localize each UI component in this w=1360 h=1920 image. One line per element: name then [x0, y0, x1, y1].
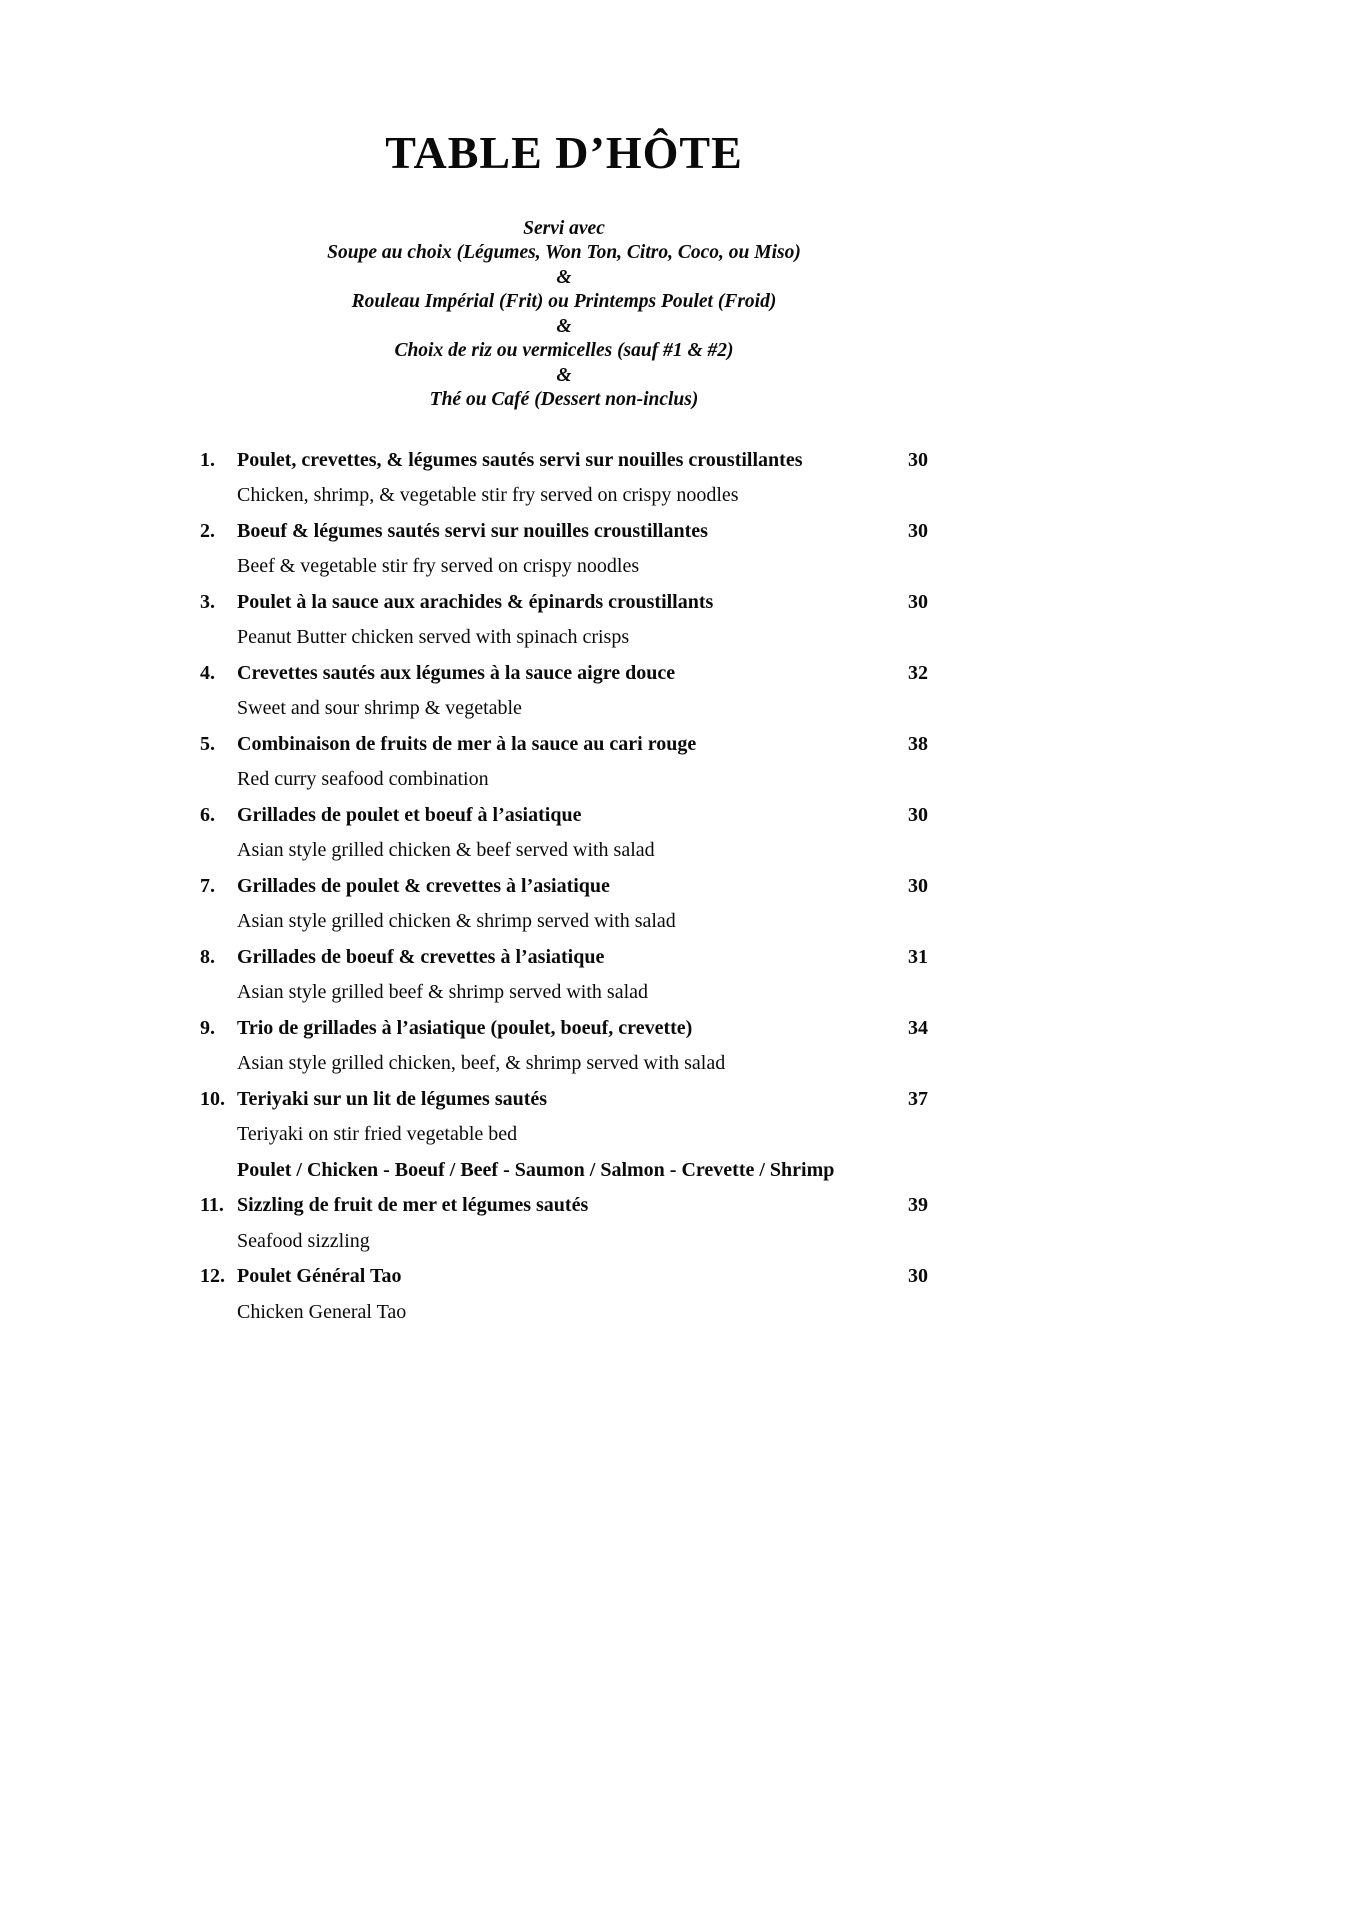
- intro-line: Rouleau Impérial (Frit) ou Printemps Poulet (Froid): [351, 291, 777, 313]
- item-name-en: Asian style grilled beef & shrimp served with salad: [237, 981, 649, 1004]
- item-price: 34: [908, 1016, 928, 1039]
- item-price: 38: [908, 732, 928, 755]
- intro-line: &: [556, 266, 572, 288]
- item-name-fr: Grillades de boeuf & crevettes à l’asiatique: [237, 945, 605, 968]
- item-name-en: Teriyaki on stir fried vegetable bed: [237, 1123, 518, 1146]
- item-name-en: Chicken General Tao: [237, 1300, 407, 1323]
- menu-items: [200, 443, 928, 1331]
- item-name-en: Asian style grilled chicken & beef served with salad: [237, 839, 655, 862]
- item-name-en: Peanut Butter chicken served with spinach crisps: [237, 626, 630, 649]
- item-name-fr: Crevettes sautés aux légumes à la sauce aigre douce: [237, 661, 676, 684]
- menu-item: [200, 869, 928, 940]
- menu-item: [200, 1188, 928, 1259]
- item-name-en: Red curry seafood combination: [237, 768, 489, 791]
- item-number: 6.: [200, 803, 215, 826]
- menu-item-head: [200, 869, 928, 905]
- menu-item: [200, 514, 928, 585]
- item-number: 3.: [200, 590, 215, 613]
- item-price: 39: [908, 1194, 928, 1217]
- item-name-en: Seafood sizzling: [237, 1229, 370, 1252]
- menu-item: [200, 727, 928, 798]
- menu-item-head: [200, 585, 928, 621]
- intro-line: Servi avec: [523, 217, 605, 239]
- item-name-fr: Grillades de poulet & crevettes à l’asiatique: [237, 874, 610, 897]
- item-name-fr: Poulet, crevettes, & légumes sautés servi sur nouilles croustillantes: [237, 448, 803, 471]
- item-number: 7.: [200, 874, 215, 897]
- menu-item: [200, 585, 928, 656]
- item-number: 10.: [200, 1087, 225, 1110]
- item-name-en: Asian style grilled chicken, beef, & shrimp served with salad: [237, 1052, 726, 1075]
- page-title: TABLE D’HÔTE: [385, 127, 743, 178]
- item-number: 4.: [200, 661, 215, 684]
- item-price: 30: [908, 1265, 928, 1288]
- item-number: 5.: [200, 732, 215, 755]
- menu-item-head: [200, 798, 928, 834]
- item-name-fr: Sizzling de fruit de mer et légumes sautés: [237, 1194, 589, 1217]
- item-number: 11.: [200, 1194, 224, 1217]
- item-price: 37: [908, 1087, 928, 1110]
- item-name-en: Beef & vegetable stir fry served on crispy noodles: [237, 555, 640, 578]
- menu-item-head: [200, 940, 928, 976]
- item-name-fr: Trio de grillades à l’asiatique (poulet, boeuf, crevette): [237, 1016, 693, 1039]
- item-price: 30: [908, 874, 928, 897]
- intro-line: &: [556, 315, 572, 337]
- item-name-en: Asian style grilled chicken & shrimp served with salad: [237, 910, 676, 933]
- item-price: 30: [908, 519, 928, 542]
- menu-item-head: [200, 1188, 928, 1224]
- item-price: 30: [908, 448, 928, 471]
- item-name-fr: Poulet à la sauce aux arachides & épinards croustillants: [237, 590, 714, 613]
- intro-block: [200, 217, 928, 413]
- item-protein-options: Poulet / Chicken - Boeuf / Beef - Saumon / Salmon - Crevette / Shrimp: [237, 1158, 835, 1181]
- item-price: 32: [908, 661, 928, 684]
- menu-item: [200, 940, 928, 1011]
- menu-item-head: [200, 727, 928, 763]
- intro-line: Soupe au choix (Légumes, Won Ton, Citro, Coco, ou Miso): [327, 242, 801, 264]
- menu-item: [200, 656, 928, 727]
- menu-item-head: [200, 443, 928, 479]
- menu-item-head: [200, 1259, 928, 1295]
- item-number: 12.: [200, 1265, 225, 1288]
- item-name-fr: Combinaison de fruits de mer à la sauce au cari rouge: [237, 732, 697, 755]
- item-number: 8.: [200, 945, 215, 968]
- item-name-fr: Poulet Général Tao: [237, 1265, 402, 1288]
- menu-item-head: [200, 1082, 928, 1118]
- menu-item: [200, 1011, 928, 1082]
- menu-item: [200, 1082, 928, 1189]
- item-name-fr: Teriyaki sur un lit de légumes sautés: [237, 1087, 548, 1110]
- menu-item: [200, 443, 928, 514]
- item-price: 31: [908, 945, 928, 968]
- item-name-en: Chicken, shrimp, & vegetable stir fry served on crispy noodles: [237, 484, 739, 507]
- menu-item: [200, 798, 928, 869]
- item-number: 1.: [200, 448, 215, 471]
- menu-item-head: [200, 514, 928, 550]
- menu-content: [200, 0, 928, 1330]
- intro-line: Thé ou Café (Dessert non-inclus): [429, 389, 699, 411]
- item-number: 2.: [200, 519, 215, 542]
- item-number: 9.: [200, 1016, 215, 1039]
- intro-line: Choix de riz ou vermicelles (sauf #1 & #2): [394, 340, 734, 362]
- menu-item: [200, 1259, 928, 1330]
- menu-item-head: [200, 656, 928, 692]
- menu-item-head: [200, 1011, 928, 1047]
- item-name-fr: Grillades de poulet et boeuf à l’asiatique: [237, 803, 582, 826]
- intro-line: &: [556, 364, 572, 386]
- item-name-fr: Boeuf & légumes sautés servi sur nouilles croustillantes: [237, 519, 708, 542]
- item-name-en: Sweet and sour shrimp & vegetable: [237, 697, 522, 720]
- item-price: 30: [908, 803, 928, 826]
- item-price: 30: [908, 590, 928, 613]
